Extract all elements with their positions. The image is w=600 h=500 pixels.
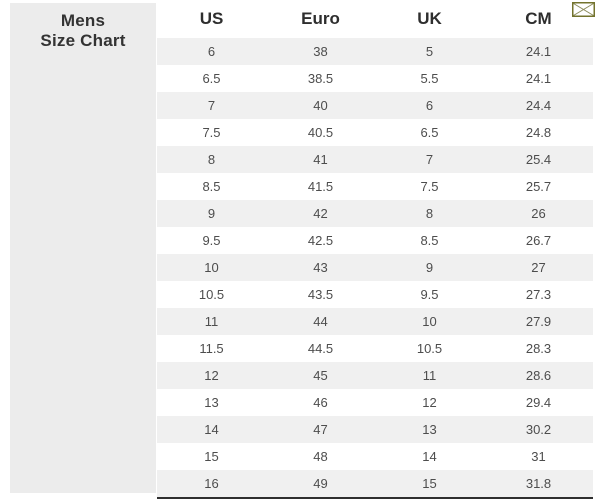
table-cell: 24.1 bbox=[525, 71, 552, 86]
table-cell: 10.5 bbox=[416, 341, 443, 356]
table-cell: 49 bbox=[313, 476, 328, 491]
size-conversion-table bbox=[157, 0, 593, 499]
table-cell: 38 bbox=[313, 44, 328, 59]
table-cell: 16 bbox=[204, 476, 219, 491]
table-cell: 38.5 bbox=[307, 71, 334, 86]
table-cell: 9 bbox=[207, 206, 216, 221]
table-cell: 11 bbox=[422, 368, 437, 383]
table-cell: 28.3 bbox=[525, 341, 552, 356]
table-cell: 40.5 bbox=[307, 125, 334, 140]
table-cell: 43.5 bbox=[307, 287, 334, 302]
table-row bbox=[157, 281, 593, 308]
table-cell: 42 bbox=[313, 206, 328, 221]
table-cell: 25.4 bbox=[525, 152, 552, 167]
table-row bbox=[157, 254, 593, 281]
table-cell: 44.5 bbox=[307, 341, 334, 356]
page-title-line-2: Size Chart bbox=[40, 31, 126, 50]
table-cell: 6.5 bbox=[420, 125, 439, 140]
table-cell: 24.8 bbox=[525, 125, 552, 140]
table-row bbox=[157, 443, 593, 470]
page-title-line-1: Mens bbox=[60, 11, 106, 30]
table-cell: 41.5 bbox=[307, 179, 334, 194]
table-cell: 10 bbox=[204, 260, 219, 275]
table-cell: 26 bbox=[531, 206, 546, 221]
table-cell: 27.9 bbox=[525, 314, 552, 329]
table-cell: 24.4 bbox=[525, 98, 552, 113]
table-cell: 5.5 bbox=[420, 71, 439, 86]
table-cell: 5 bbox=[425, 44, 434, 59]
table-cell: 8 bbox=[425, 206, 434, 221]
table-cell: 26.7 bbox=[525, 233, 552, 248]
column-header-uk: UK bbox=[417, 9, 442, 28]
table-cell: 41 bbox=[313, 152, 328, 167]
table-cell: 45 bbox=[313, 368, 328, 383]
table-row bbox=[157, 65, 593, 92]
table-row bbox=[157, 416, 593, 443]
table-cell: 44 bbox=[313, 314, 328, 329]
table-cell: 10 bbox=[422, 314, 437, 329]
table-cell: 24.1 bbox=[525, 44, 552, 59]
table-cell: 15 bbox=[204, 449, 219, 464]
table-cell: 7 bbox=[425, 152, 434, 167]
size-chart-title-panel bbox=[10, 3, 156, 493]
table-row bbox=[157, 38, 593, 65]
envelope-icon[interactable] bbox=[572, 2, 595, 17]
table-cell: 14 bbox=[204, 422, 219, 437]
table-cell: 27.3 bbox=[525, 287, 552, 302]
table-row bbox=[157, 173, 593, 200]
table-cell: 6 bbox=[207, 44, 216, 59]
table-cell: 11 bbox=[204, 314, 219, 329]
table-cell: 9 bbox=[425, 260, 434, 275]
table-cell: 10.5 bbox=[198, 287, 225, 302]
table-cell: 46 bbox=[313, 395, 328, 410]
table-cell: 40 bbox=[313, 98, 328, 113]
table-cell: 12 bbox=[204, 368, 219, 383]
table-cell: 48 bbox=[313, 449, 328, 464]
table-cell: 31 bbox=[531, 449, 546, 464]
table-cell: 9.5 bbox=[420, 287, 439, 302]
table-cell: 30.2 bbox=[525, 422, 552, 437]
table-row bbox=[157, 308, 593, 335]
table-row bbox=[157, 119, 593, 146]
table-cell: 13 bbox=[204, 395, 219, 410]
table-cell: 27 bbox=[531, 260, 546, 275]
table-cell: 8.5 bbox=[202, 179, 221, 194]
table-cell: 6.5 bbox=[202, 71, 221, 86]
table-row bbox=[157, 362, 593, 389]
table-cell: 7.5 bbox=[202, 125, 221, 140]
column-header-euro: Euro bbox=[301, 9, 340, 28]
table-header-row bbox=[157, 0, 593, 38]
column-header-us: US bbox=[199, 9, 224, 28]
table-cell: 9.5 bbox=[202, 233, 221, 248]
table-cell: 11.5 bbox=[199, 341, 224, 356]
table-cell: 29.4 bbox=[525, 395, 552, 410]
table-cell: 43 bbox=[313, 260, 328, 275]
table-row bbox=[157, 335, 593, 362]
table-row bbox=[157, 200, 593, 227]
table-cell: 6 bbox=[425, 98, 434, 113]
table-cell: 8 bbox=[207, 152, 216, 167]
table-cell: 28.6 bbox=[525, 368, 552, 383]
table-row bbox=[157, 470, 593, 497]
table-cell: 31.8 bbox=[525, 476, 552, 491]
table-cell: 7.5 bbox=[420, 179, 439, 194]
table-cell: 8.5 bbox=[420, 233, 439, 248]
table-row bbox=[157, 227, 593, 254]
table-cell: 7 bbox=[207, 98, 216, 113]
table-row bbox=[157, 146, 593, 173]
table-cell: 25.7 bbox=[525, 179, 552, 194]
table-row bbox=[157, 389, 593, 416]
size-table-body bbox=[157, 38, 593, 497]
table-cell: 12 bbox=[422, 395, 437, 410]
table-cell: 42.5 bbox=[307, 233, 334, 248]
column-header-cm: CM bbox=[525, 9, 552, 28]
table-cell: 13 bbox=[422, 422, 437, 437]
table-cell: 47 bbox=[313, 422, 328, 437]
table-cell: 15 bbox=[422, 476, 437, 491]
table-row bbox=[157, 92, 593, 119]
table-cell: 14 bbox=[422, 449, 437, 464]
